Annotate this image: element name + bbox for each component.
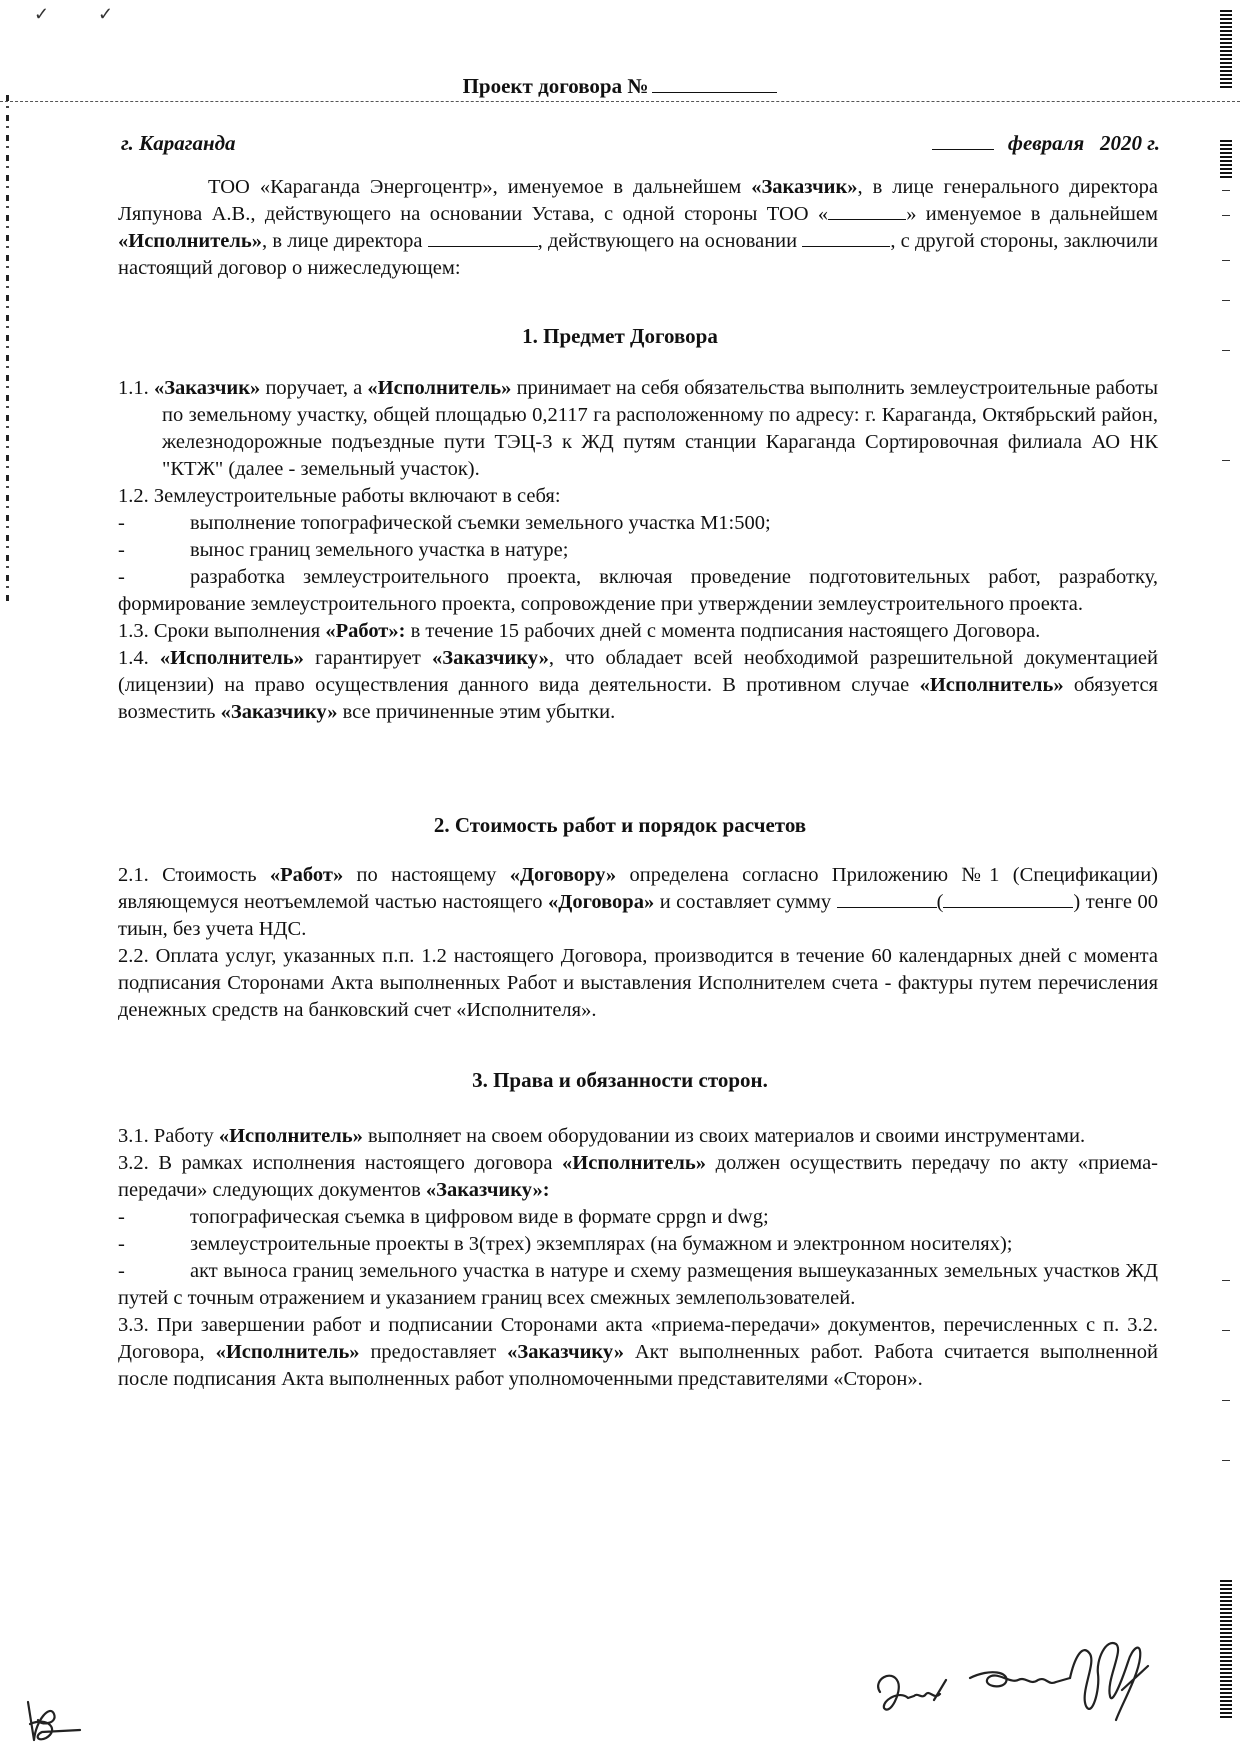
contract-date xyxy=(932,131,1160,156)
clause-3-2: 3.2. В рамках исполнения настоящего договора «Исполнитель» должен осуществить передачу по акту «приема-передачи» следующих документов «Заказчику»: xyxy=(118,1152,1159,1201)
clause-1-1: 1.1. «Заказчик» поручает, а «Исполнитель» принимает на себя обязательства выполнить землеустроительные работы по земельному участку, общей площадью 0,2117 га расположенному по адресу: г. Караганда, Октябрьский район, железнодорожные подъездные пути ТЭЦ-3 к ЖД путям станции Караганда Сортировочная филиала АО НК "КТЖ" (далее - земельный участок). xyxy=(118,377,1158,480)
list-item: - вынос границ земельного участка в натуре; xyxy=(118,539,569,561)
section-1-body xyxy=(118,375,1158,726)
scan-edge-right xyxy=(1220,0,1232,1754)
initials-signature-left xyxy=(20,1690,90,1750)
list-item: - землеустроительные проекты в 3(трех) экземплярах (на бумажном и электронном носителях); xyxy=(118,1233,1013,1255)
clause-1-3: 1.3. Сроки выполнения «Работ»: в течение 15 рабочих дней с момента подписания настоящего Договора. xyxy=(118,620,1041,642)
section-2-heading: 2. Стоимость работ и порядок расчетов xyxy=(433,813,807,837)
section-2-body xyxy=(118,862,1158,1024)
section-3-heading: 3. Права и обязанности сторон. xyxy=(472,1068,768,1092)
scan-mark: ✓ xyxy=(98,4,114,24)
date-day-blank xyxy=(932,131,994,150)
clause-1-2: 1.2. Землеустроительные работы включают в себя: xyxy=(118,485,561,507)
list-item: - выполнение топографической съемки земельного участка М1:500; xyxy=(118,512,771,534)
date-month: февраля xyxy=(1007,131,1085,155)
clause-3-1: 3.1. Работу «Исполнитель» выполняет на своем оборудовании из своих материалов и своими инструментами. xyxy=(118,1125,1086,1147)
document-title: Проект договора № xyxy=(0,74,1240,99)
city: г. Караганда xyxy=(121,131,236,155)
clause-2-1: 2.1. Стоимость «Работ» по настоящему «Договору» определена согласно Приложению №1 (Спецификации) являющемуся неотъемлемой частью настоящего «Договора» и составляет сумму ( ) тенге 00 тиын, без учета НДС. xyxy=(118,864,1158,940)
clause-3-3: 3.3. При завершении работ и подписании Сторонами акта «приема-передачи» документов, перечисленных с п. 3.2. Договора, «Исполнитель» предоставляет «Заказчику» Акт выполненных работ. Работа считается выполненной после подписания Акта выполненных работ уполномоченными представителями «Сторон». xyxy=(118,1314,1158,1390)
preamble: ТОО «Караганда Энергоцентр», именуемое в дальнейшем «Заказчик», в лице генерального директора Ляпунова А.В., действующего на основании Устава, с одной стороны ТОО « » именуемое в дальнейшем «Исполнитель», в лице директора , действующего на основании , с другой стороны, заключили настоящий договор о нижеследующем: xyxy=(118,176,1159,279)
list-item: - акт выноса границ земельного участка в натуре и схему размещения вышеуказанных земельных участков ЖД путей с точным отражением и указанием границ всех смежных землепользователей. xyxy=(118,1260,1158,1309)
list-item: - разработка землеустроительного проекта, включая проведение подготовительных работ, разработку, формирование землеустроительного проекта, сопровождение при утверждении землеустроительного проекта. xyxy=(118,566,1158,615)
section-3-body xyxy=(118,1123,1158,1393)
scan-fold-line xyxy=(0,101,1240,102)
clause-2-2: 2.2. Оплата услуг, указанных п.п. 1.2 настоящего Договора, производится в течение 60 календарных дней с момента подписания Сторонами Акта выполненных Работ и выставления Исполнителем счета - фактуры путем перечисления денежных средств на банковский счет «Исполнителя». xyxy=(118,945,1158,1021)
date-year: 2020 г. xyxy=(1100,131,1160,155)
handwritten-signatures xyxy=(860,1620,1190,1740)
scan-mark: ✓ xyxy=(34,4,50,24)
list-item: - топографическая съемка в цифровом виде в формате cppgn и dwg; xyxy=(118,1206,769,1228)
scan-edge-left xyxy=(6,95,9,605)
section-1-heading: 1. Предмет Договора xyxy=(522,324,718,348)
clause-1-4: 1.4. «Исполнитель» гарантирует «Заказчику», что обладает всей необходимой разрешительной документацией (лицензии) на право осуществления данного вида деятельности. В противном случае «Исполнитель» обязуется возместить «Заказчику» все причиненные этим убытки. xyxy=(118,647,1159,723)
contract-number-blank xyxy=(652,74,777,93)
